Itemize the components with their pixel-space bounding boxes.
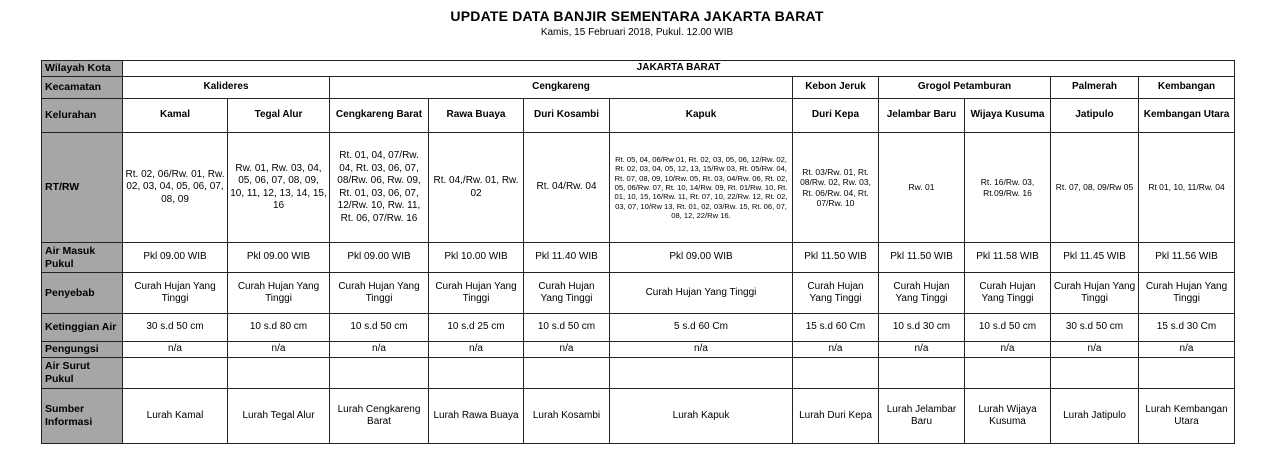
- kecamatan-palmerah: Palmerah: [1051, 77, 1139, 99]
- label-ketinggian: Ketinggian Air: [42, 314, 123, 342]
- air-masuk-cell: Pkl 11.50 WIB: [793, 243, 879, 273]
- ketinggian-cell: 5 s.d 60 Cm: [610, 314, 793, 342]
- ketinggian-cell: 10 s.d 25 cm: [429, 314, 524, 342]
- row-rtrw: [42, 133, 1235, 243]
- pengungsi-cell: n/a: [123, 342, 228, 358]
- kelurahan-cell: Jatipulo: [1051, 99, 1139, 133]
- row-pengungsi: [42, 342, 1235, 358]
- sumber-cell: Lurah Jatipulo: [1051, 389, 1139, 444]
- row-sumber: [42, 389, 1235, 444]
- penyebab-cell: Curah Hujan Yang Tinggi: [123, 273, 228, 314]
- ketinggian-cell: 15 s.d 60 Cm: [793, 314, 879, 342]
- kecamatan-kebon-jeruk: Kebon Jeruk: [793, 77, 879, 99]
- air-masuk-cell: Pkl 11.50 WIB: [879, 243, 965, 273]
- row-air-masuk: [42, 243, 1235, 273]
- rtrw-cell: Rt 01, 10, 11/Rw. 04: [1139, 133, 1235, 243]
- penyebab-cell: Curah Hujan Yang Tinggi: [228, 273, 330, 314]
- air-masuk-cell: Pkl 09.00 WIB: [123, 243, 228, 273]
- kelurahan-cell: Kapuk: [610, 99, 793, 133]
- kelurahan-cell: Duri Kepa: [793, 99, 879, 133]
- label-air-masuk: Air Masuk Pukul: [42, 243, 123, 273]
- pengungsi-cell: n/a: [965, 342, 1051, 358]
- label-pengungsi: Pengungsi: [42, 342, 123, 358]
- pengungsi-cell: n/a: [1051, 342, 1139, 358]
- pengungsi-cell: n/a: [610, 342, 793, 358]
- penyebab-cell: Curah Hujan Yang Tinggi: [610, 273, 793, 314]
- kelurahan-cell: Kembangan Utara: [1139, 99, 1235, 133]
- kelurahan-cell: Kamal: [123, 99, 228, 133]
- row-ketinggian: [42, 314, 1235, 342]
- penyebab-cell: Curah Hujan Yang Tinggi: [879, 273, 965, 314]
- penyebab-cell: Curah Hujan Yang Tinggi: [1051, 273, 1139, 314]
- air-masuk-cell: Pkl 11.45 WIB: [1051, 243, 1139, 273]
- penyebab-cell: Curah Hujan Yang Tinggi: [524, 273, 610, 314]
- sumber-cell: Lurah Kembangan Utara: [1139, 389, 1235, 444]
- row-kelurahan: [42, 99, 1235, 133]
- sumber-cell: Lurah Kosambi: [524, 389, 610, 444]
- air-masuk-cell: Pkl 09.00 WIB: [228, 243, 330, 273]
- sumber-cell: Lurah Tegal Alur: [228, 389, 330, 444]
- sumber-cell: Lurah Wijaya Kusuma: [965, 389, 1051, 444]
- kelurahan-cell: Rawa Buaya: [429, 99, 524, 133]
- ketinggian-cell: 10 s.d 50 cm: [524, 314, 610, 342]
- rtrw-cell: Rw. 01: [879, 133, 965, 243]
- air-surut-cell: [524, 358, 610, 389]
- rtrw-cell: Rt. 02, 06/Rw. 01, Rw. 02, 03, 04, 05, 06, 07, 08, 09: [123, 133, 228, 243]
- kelurahan-cell: Tegal Alur: [228, 99, 330, 133]
- air-surut-cell: [879, 358, 965, 389]
- penyebab-cell: Curah Hujan Yang Tinggi: [429, 273, 524, 314]
- air-surut-cell: [228, 358, 330, 389]
- pengungsi-cell: n/a: [524, 342, 610, 358]
- rtrw-cell: Rt. 07, 08, 09/Rw 05: [1051, 133, 1139, 243]
- sumber-cell: Lurah Kamal: [123, 389, 228, 444]
- sumber-cell: Lurah Jelambar Baru: [879, 389, 965, 444]
- rtrw-cell: Rt. 05, 04, 06/Rw 01, Rt. 02, 03, 05, 06, 12/Rw. 02, Rt. 02, 03, 04, 05, 12, 13, 15/Rw 03, Rt. 05/Rw. 04, Rt. 07, 08, 09, 10/Rw. 05, Rt. 03, 04/Rw. 06, Rt. 02, 05, 06/Rw. 07, Rt. 10, 14/Rw. 09, Rt. 01/Rw. 10, Rt. 01, 10, 15, 16/Rw. 11, Rt. 07, 10, 22/Rw. 12, Rt. 02, 03, 07, 10/Rw 13, Rt. 01, 02, 03/Rw. 15, Rt. 06, 07, 08, 12, 22/Rw 16.: [610, 133, 793, 243]
- pengungsi-cell: n/a: [1139, 342, 1235, 358]
- wilayah-kota-value: JAKARTA BARAT: [123, 61, 1235, 77]
- air-surut-cell: [793, 358, 879, 389]
- ketinggian-cell: 30 s.d 50 cm: [123, 314, 228, 342]
- row-wilayah-kota: [42, 61, 1235, 77]
- air-surut-cell: [1139, 358, 1235, 389]
- penyebab-cell: Curah Hujan Yang Tinggi: [1139, 273, 1235, 314]
- sumber-cell: Lurah Rawa Buaya: [429, 389, 524, 444]
- kelurahan-cell: Jelambar Baru: [879, 99, 965, 133]
- kecamatan-grogol-petamburan: Grogol Petamburan: [879, 77, 1051, 99]
- ketinggian-cell: 10 s.d 80 cm: [228, 314, 330, 342]
- pengungsi-cell: n/a: [429, 342, 524, 358]
- ketinggian-cell: 10 s.d 30 cm: [879, 314, 965, 342]
- row-air-surut: [42, 358, 1235, 389]
- sumber-cell: Lurah Duri Kepa: [793, 389, 879, 444]
- label-penyebab: Penyebab: [42, 273, 123, 314]
- label-kelurahan: Kelurahan: [42, 99, 123, 133]
- kelurahan-cell: Cengkareng Barat: [330, 99, 429, 133]
- row-kecamatan: [42, 77, 1235, 99]
- ketinggian-cell: 10 s.d 50 cm: [965, 314, 1051, 342]
- air-masuk-cell: Pkl 11.58 WIB: [965, 243, 1051, 273]
- kecamatan-kembangan: Kembangan: [1139, 77, 1235, 99]
- air-surut-cell: [429, 358, 524, 389]
- air-surut-cell: [123, 358, 228, 389]
- air-masuk-cell: Pkl 11.56 WIB: [1139, 243, 1235, 273]
- air-masuk-cell: Pkl 09.00 WIB: [330, 243, 429, 273]
- air-surut-cell: [330, 358, 429, 389]
- row-penyebab: [42, 273, 1235, 314]
- pengungsi-cell: n/a: [228, 342, 330, 358]
- label-rtrw: RT/RW: [42, 133, 123, 243]
- penyebab-cell: Curah Hujan Yang Tinggi: [793, 273, 879, 314]
- kecamatan-kalideres: Kalideres: [123, 77, 330, 99]
- air-surut-cell: [965, 358, 1051, 389]
- sumber-cell: Lurah Kapuk: [610, 389, 793, 444]
- air-masuk-cell: Pkl 11.40 WIB: [524, 243, 610, 273]
- rtrw-cell: Rt. 04,/Rw. 01, Rw. 02: [429, 133, 524, 243]
- air-surut-cell: [1051, 358, 1139, 389]
- rtrw-cell: Rw. 01, Rw. 03, 04, 05, 06, 07, 08, 09, 10, 11, 12, 13, 14, 15, 16: [228, 133, 330, 243]
- pengungsi-cell: n/a: [879, 342, 965, 358]
- sumber-cell: Lurah Cengkareng Barat: [330, 389, 429, 444]
- flood-data-table: [41, 60, 1235, 444]
- rtrw-cell: Rt. 03/Rw. 01, Rt. 08/Rw. 02, Rw. 03, Rt. 06/Rw. 04, Rt. 07/Rw. 10: [793, 133, 879, 243]
- ketinggian-cell: 10 s.d 50 cm: [330, 314, 429, 342]
- label-kecamatan: Kecamatan: [42, 77, 123, 99]
- pengungsi-cell: n/a: [330, 342, 429, 358]
- page-subtitle: Kamis, 15 Februari 2018, Pukul. 12.00 WIB: [540, 27, 734, 38]
- penyebab-cell: Curah Hujan Yang Tinggi: [330, 273, 429, 314]
- rtrw-cell: Rt. 01, 04, 07/Rw. 04, Rt. 03, 06, 07, 08/Rw. 06, Rw. 09, Rt. 01, 03, 06, 07, 12/Rw. 10, Rw. 11, Rt. 06, 07/Rw. 16: [330, 133, 429, 243]
- ketinggian-cell: 30 s.d 50 cm: [1051, 314, 1139, 342]
- rtrw-cell: Rt. 04/Rw. 04: [524, 133, 610, 243]
- ketinggian-cell: 15 s.d 30 Cm: [1139, 314, 1235, 342]
- kelurahan-cell: Wijaya Kusuma: [965, 99, 1051, 133]
- label-air-surut: Air Surut Pukul: [42, 358, 123, 389]
- air-surut-cell: [610, 358, 793, 389]
- kecamatan-cengkareng: Cengkareng: [330, 77, 793, 99]
- rtrw-cell: Rt. 16/Rw. 03, Rt.09/Rw. 16: [965, 133, 1051, 243]
- air-masuk-cell: Pkl 10.00 WIB: [429, 243, 524, 273]
- label-sumber: Sumber Informasi: [42, 389, 123, 444]
- kelurahan-cell: Duri Kosambi: [524, 99, 610, 133]
- air-masuk-cell: Pkl 09.00 WIB: [610, 243, 793, 273]
- pengungsi-cell: n/a: [793, 342, 879, 358]
- penyebab-cell: Curah Hujan Yang Tinggi: [965, 273, 1051, 314]
- page-title: UPDATE DATA BANJIR SEMENTARA JAKARTA BARAT: [450, 8, 824, 24]
- label-wilayah-kota: Wilayah Kota: [42, 61, 123, 77]
